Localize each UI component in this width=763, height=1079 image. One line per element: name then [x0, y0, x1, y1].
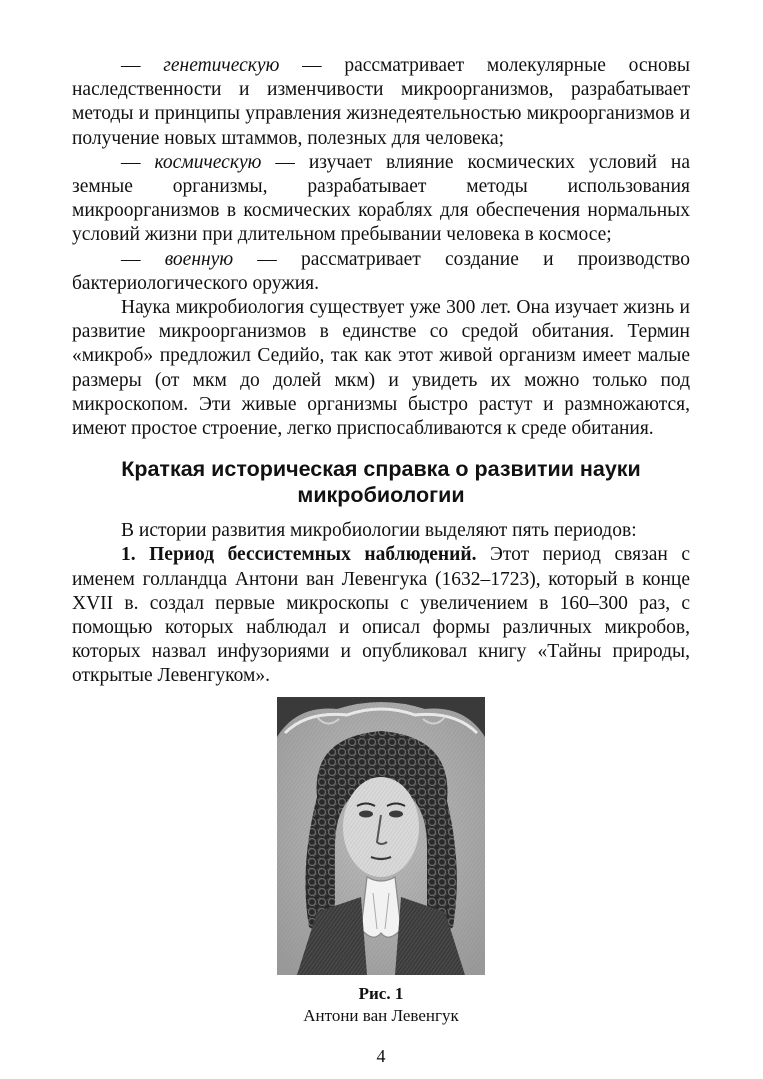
leeuwenhoek-portrait — [277, 697, 485, 975]
paragraph-period-1: 1. Период бессистемных наблюдений. Этот период связан с именем голландца Антони ван Левенгука (1632–1723), который в конце XVII в. создал первые микроскопы с увеличением в 160–300 раз, с помощью которых наблюдал и описал формы различных микробов, которых назвал инфузориями и опубликовал книгу «Тайны природы, открытые Левенгуком». — [72, 544, 690, 687]
paragraph-genetic: — генетическую — рассматривает молекулярные основы наследственности и изменчивости микроорганизмов, разрабатывает методы и принципы управления жизнедеятельностью микроорганизмов и получение новых штаммов, полезных для человека; — [72, 55, 691, 149]
figure-caption: Антони ван Левенгук — [303, 1005, 459, 1025]
figure-number: Рис. 1 — [358, 983, 404, 1003]
page-number: 4 — [376, 1045, 386, 1066]
term-space: космическую — [154, 151, 262, 173]
paragraph-periods: В истории развития микробиологии выделяют пять периодов: — [121, 520, 637, 542]
figure — [72, 697, 690, 1026]
period-1-heading: 1. Период бессистемных наблюдений. — [121, 544, 477, 566]
paragraph-space: — космическую — изучает влияние космических условий на земные организмы, разрабатывает методы использования микроорганизмов в космических кораблях для обеспечения нормальных условий жизни при длительном пребывании человека в космосе; — [72, 151, 691, 246]
document-page — [72, 54, 690, 1068]
section-title: Краткая историческая справка о развитии науки микробиологии — [121, 457, 641, 508]
paragraph-science: Наука микробиология существует уже 300 лет. Она изучает жизнь и развитие микроорганизмов в единстве со средой обитания. Термин «микроб» предложил Седийо, так как этот живой организм имеет малые размеры (от мкм до долей мкм) и увидеть их можно только под микроскопом. Эти живые организмы быстро растут и размножаются, имеют простое строение, легко приспосабливаются к среде обитания. — [72, 297, 690, 440]
term-military: военную — [164, 248, 234, 270]
paragraph-military: — военную — рассматривает создание и производство бактериологического оружия. — [72, 248, 690, 294]
term-genetic: генетическую — [163, 55, 280, 76]
